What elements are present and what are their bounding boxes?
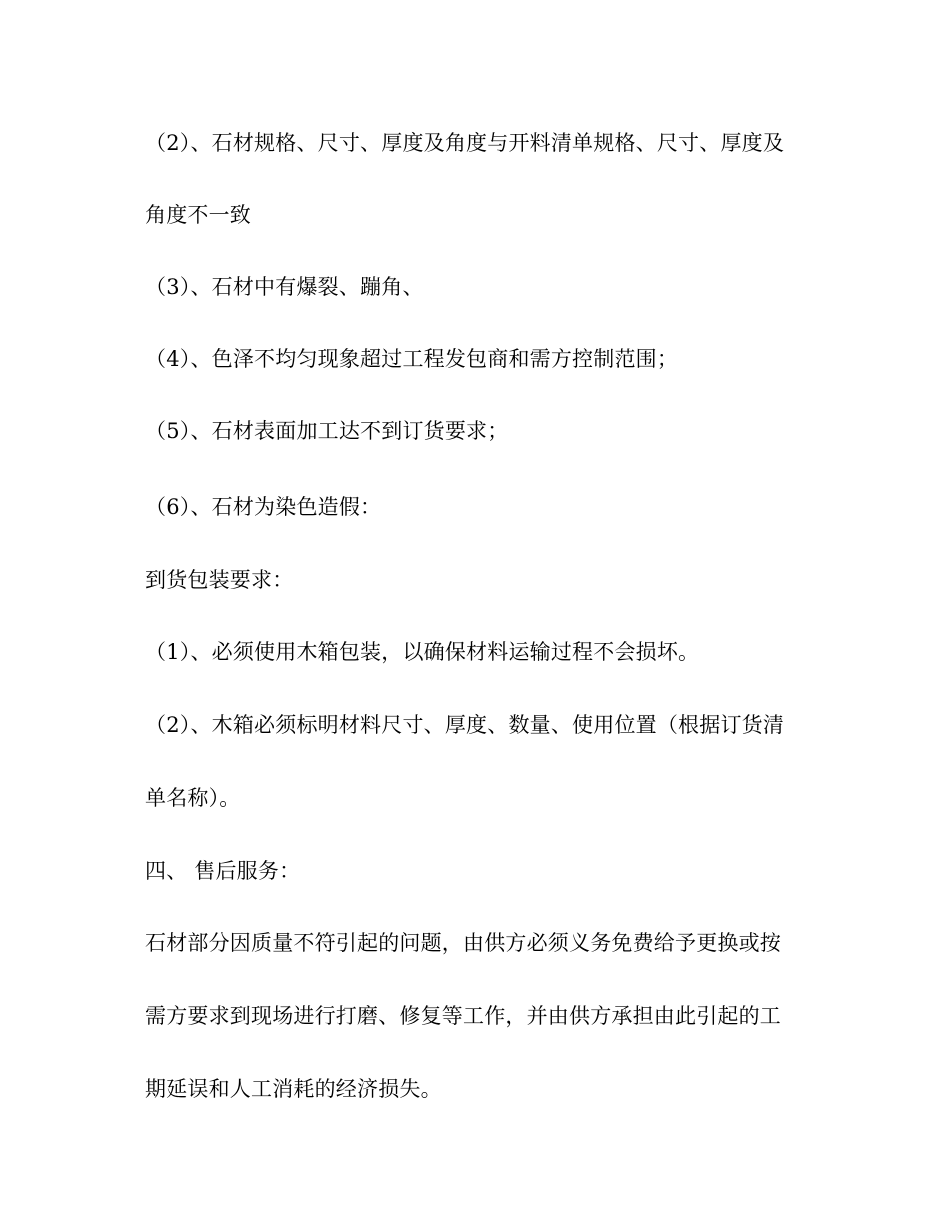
text-line-3: （3）、石材中有爆裂、蹦角、: [145, 275, 424, 299]
text-line-5: （5）、石材表面加工达不到订货要求；: [145, 419, 509, 443]
text-line-11: 四、 售后服务：: [145, 859, 301, 883]
text-line-2: 角度不一致: [145, 203, 251, 227]
text-line-4: （4）、色泽不均匀现象超过工程发包商和需方控制范围；: [145, 347, 679, 371]
text-line-13: 需方要求到现场进行打磨、修复等工作，并由供方承担由此引起的工: [145, 1004, 781, 1028]
text-line-8: （1）、必须使用木箱包装，以确保材料运输过程不会损坏。: [145, 640, 700, 664]
text-line-14: 期延误和人工消耗的经济损失。: [145, 1077, 442, 1101]
text-line-7: 到货包装要求：: [145, 568, 294, 592]
text-line-10: 单名称）。: [145, 786, 241, 810]
text-line-1: （2）、石材规格、尺寸、厚度及角度与开料清单规格、尺寸、厚度及: [145, 131, 785, 155]
text-line-12: 石材部分因质量不符引起的问题，由供方必须义务免费给予更换或按: [145, 931, 781, 955]
text-line-9: （2）、木箱必须标明材料尺寸、厚度、数量、使用位置（根据订货清: [145, 713, 785, 737]
text-line-6: （6）、石材为染色造假：: [145, 495, 382, 519]
